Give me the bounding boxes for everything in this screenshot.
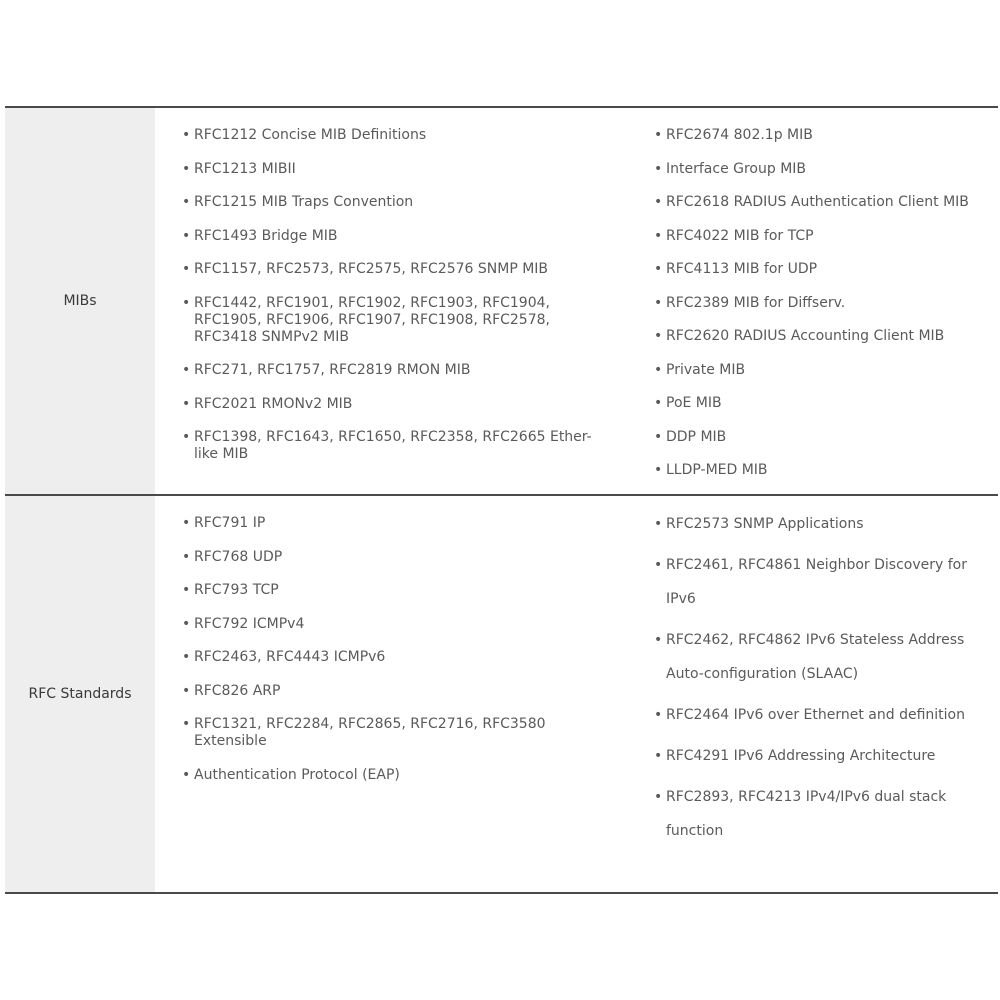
list-item: • RFC826 ARP — [182, 683, 612, 700]
list-item: • Authentication Protocol (EAP) — [182, 767, 612, 784]
list-item: • RFC4113 MIB for UDP — [654, 261, 974, 278]
list-item: • RFC4022 MIB for TCP — [654, 228, 974, 245]
row-content-mibs — [155, 108, 998, 494]
list-item: • RFC1213 MIBII — [182, 161, 612, 178]
list-item: • PoE MIB — [654, 395, 974, 412]
list-item: • RFC271, RFC1757, RFC2819 RMON MIB — [182, 362, 612, 379]
list-item: • RFC1442, RFC1901, RFC1902, RFC1903, RFC1904, RFC1905, RFC1906, RFC1907, RFC1908, RFC2578, RFC3418 SNMPv2 MIB — [182, 295, 612, 346]
list-item: • RFC2620 RADIUS Accounting Client MIB — [654, 328, 974, 345]
row-label-rfc-standards: RFC Standards — [5, 496, 155, 892]
row-content-rfc-standards — [155, 496, 998, 892]
list-item: • RFC2461, RFC4861 Neighbor Discovery for IPv6 — [654, 548, 974, 616]
list-item: • RFC2463, RFC4443 ICMPv6 — [182, 649, 612, 666]
list-item: • RFC2464 IPv6 over Ethernet and definition — [654, 698, 974, 732]
list-item: • RFC793 TCP — [182, 582, 612, 599]
list-item: • RFC791 IP — [182, 515, 612, 532]
spec-table — [5, 106, 998, 894]
mibs-right-column — [654, 108, 974, 496]
list-item: • RFC2893, RFC4213 IPv4/IPv6 dual stack function — [654, 780, 974, 848]
list-item: • RFC1321, RFC2284, RFC2865, RFC2716, RFC3580 Extensible — [182, 716, 612, 750]
spec-row-rfc-standards — [5, 496, 998, 894]
list-item: • RFC1215 MIB Traps Convention — [182, 194, 612, 211]
mibs-right-list — [654, 108, 974, 479]
list-item: • RFC2618 RADIUS Authentication Client MIB — [654, 194, 974, 211]
spec-row-mibs — [5, 108, 998, 496]
list-item: • RFC768 UDP — [182, 549, 612, 566]
rfc-right-column — [654, 496, 974, 863]
list-item: • RFC792 ICMPv4 — [182, 616, 612, 633]
list-item: • RFC2674 802.1p MIB — [654, 127, 974, 144]
list-item: • RFC1493 Bridge MIB — [182, 228, 612, 245]
rfc-left-column — [182, 496, 612, 800]
list-item: • Interface Group MIB — [654, 161, 974, 178]
list-item: • RFC2462, RFC4862 IPv6 Stateless Address Auto-configuration (SLAAC) — [654, 623, 974, 691]
list-item: • RFC4291 IPv6 Addressing Architecture — [654, 739, 974, 773]
list-item: • RFC2389 MIB for Diffserv. — [654, 295, 974, 312]
list-item: • RFC2021 RMONv2 MIB — [182, 396, 612, 413]
row-label-mibs: MIBs — [5, 108, 155, 494]
list-item: • Private MIB — [654, 362, 974, 379]
list-item: • DDP MIB — [654, 429, 974, 446]
mibs-left-column — [182, 108, 612, 480]
list-item: • RFC1212 Concise MIB Definitions — [182, 127, 612, 144]
rfc-right-list — [654, 496, 974, 848]
mibs-left-list — [182, 108, 612, 463]
rfc-left-list — [182, 496, 612, 784]
list-item: • RFC1398, RFC1643, RFC1650, RFC2358, RFC2665 Ether-like MIB — [182, 429, 612, 463]
list-item: • LLDP-MED MIB — [654, 462, 974, 479]
list-item: • RFC1157, RFC2573, RFC2575, RFC2576 SNMP MIB — [182, 261, 612, 278]
list-item: • RFC2573 SNMP Applications — [654, 507, 974, 541]
